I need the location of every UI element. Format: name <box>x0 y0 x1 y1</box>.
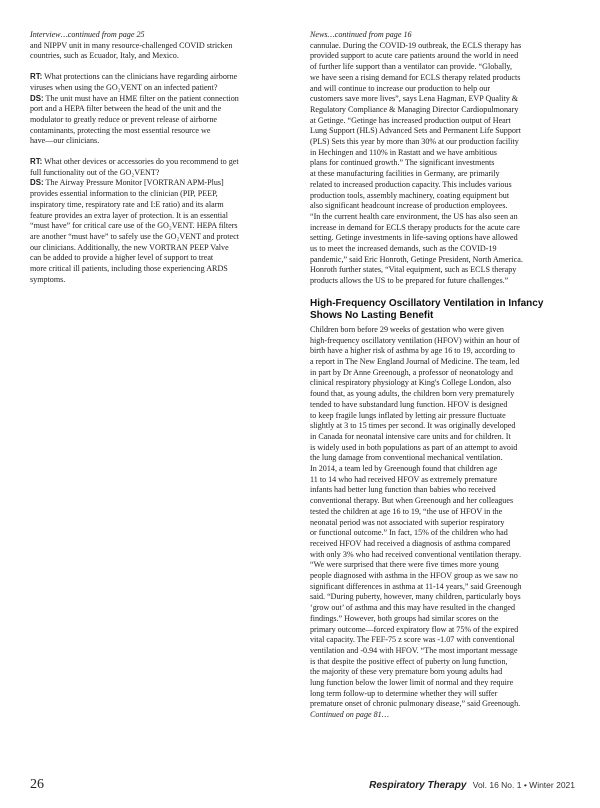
text-line: “We were surprised that there were five times more young <box>310 560 499 570</box>
text-line: primary outcome—forced expiratory flow at 75% of the expired <box>310 624 519 634</box>
text-line: Honroth further states, “Vital equipment, such as ECLS therapy <box>310 265 517 275</box>
text-line: more critical ill patients, including those experiencing ARDS <box>30 264 228 274</box>
text-line: Children born before 29 weeks of gestation who were given <box>310 324 504 334</box>
question-label: RT: <box>30 72 43 82</box>
text-line: 11 to 14 who had received HFOV as extremely premature <box>310 474 498 484</box>
text-line: found that, as young adults, the children born very prematurely <box>310 389 515 399</box>
text-line: our clinicians. Additionally, the new VORTRAN PEEP Valve <box>30 242 229 252</box>
text-line: ventilation and -0.94 with HFOV. “The most important message <box>310 645 518 655</box>
answer-line <box>30 178 295 189</box>
text-line: the majority of these very premature born young adults had <box>310 667 503 677</box>
text-line: “In the current health care environment, the US has also seen an <box>310 211 518 221</box>
article-headline: High-Frequency Oscillatory Ventilation in Infancy Shows No Lasting Benefit <box>310 297 544 321</box>
text-line: with only 3% who had received conventional ventilation therapy. <box>310 549 521 559</box>
text-line: high-frequency oscillatory ventilation (HFOV) within an hour of <box>310 335 520 345</box>
text-line: Regulatory Compliance & Managing Director Cardiopulmonary <box>310 104 519 114</box>
text-line: Lung Support (HLS) Advanced Sets and Permanent Life Support <box>310 126 521 136</box>
text-line: said. “During puberty, however, many children, particularly boys <box>310 592 521 602</box>
news-text <box>310 41 575 287</box>
text-line: is that despite the positive effect of puberty on lung function, <box>310 656 508 666</box>
text-line: neonatal period was not associated with superior respiratory <box>310 517 505 527</box>
text-line: slightly at 3 to 15 times per second. It was originally developed <box>310 421 516 431</box>
text-line: and will continue to increase our production to help our <box>310 83 491 93</box>
text-line: to keep fragile lungs inflated by letting air pressure fluctuate <box>310 410 506 420</box>
text-line: received HFOV had received a diagnosis of asthma compared <box>310 538 511 548</box>
text-line: birth have a higher risk of asthma by age 16 to 19, according to <box>310 346 515 356</box>
text-line: full functionality out of the GO₂VENT? <box>30 167 160 177</box>
text-line: have—our clinicians. <box>30 136 100 146</box>
question-text: What protections can the clinicians have regarding airborne <box>44 72 238 82</box>
article-body <box>310 325 575 710</box>
text-line: vital capacity. The FEF-75 z score was -1.07 with conventional <box>310 635 515 645</box>
text-line: inspiratory time, respiratory rate and I:E ratio) and its alarm <box>30 199 224 209</box>
text-line: findings.” However, both groups had similar scores on the <box>310 613 499 623</box>
text-line: infants had better lung function than babies who received <box>310 485 496 495</box>
text-line: increase in demand for ECLS therapy products for the acute care <box>310 222 520 232</box>
text-line: cannulae. During the COVID-19 outbreak, the ECLS therapy has <box>310 40 522 50</box>
text-line: countries, such as Ecuador, Italy, and Mexico. <box>30 51 179 61</box>
text-line: at these manufacturing facilities in Germany, are primarily <box>310 169 500 179</box>
text-line: in part by Dr Anne Greenough, a professor of neonatology and <box>310 367 513 377</box>
answer-text: The Airway Pressure Monitor [VORTRAN APM-Plus] <box>45 178 224 188</box>
text-line: significant differences in asthma at 11-14 years,” said Greenough <box>310 581 522 591</box>
text-line: modulator to greatly reduce or prevent release of airborne <box>30 114 217 124</box>
text-line: and NIPPV unit in many resource-challenged COVID stricken <box>30 40 233 50</box>
text-line: is widely used in both populations as part of an attempt to avoid <box>310 442 518 452</box>
text-line: related to increased production capacity. This includes various <box>310 179 512 189</box>
text-line: setting. Getinge investments in life-saving options have allowed <box>310 233 518 243</box>
text-line: symptoms. <box>30 274 66 284</box>
text-line: provides essential information to the clinician (PIP, PEEP, <box>30 189 218 199</box>
text-line: tested the children at age 16 to 19, “the use of HFOV in the <box>310 506 503 516</box>
text-line: premature onset of chronic pulmonary disease,” said Greenough. <box>310 699 521 709</box>
text-line: lung function below the lower limit of normal and they require <box>310 678 514 688</box>
text-line: In 2014, a team led by Greenough found that children age <box>310 464 498 474</box>
continued-on-label: Continued on page 81… <box>310 710 389 720</box>
text-line: in Hechingen and 110% in Rastatt and we have ambitious <box>310 147 497 157</box>
text-line: tended to have substandard lung function. HFOV is designed <box>310 399 508 409</box>
text-line: us to meet the increased demands, such as the COVID-19 <box>310 244 497 254</box>
text-line: are another “must have” to safely use the GO₂VENT and protect <box>30 231 239 241</box>
text-line: people diagnosed with asthma in the HFOV group as we saw no <box>310 571 518 581</box>
text-line: viruses when using the GO₂VENT on an infected patient? <box>30 82 218 92</box>
text-line: products allows the US to be prepared for future challenges.” <box>310 276 509 286</box>
publication-info <box>369 780 575 791</box>
journal-name: Respiratory Therapy <box>369 780 467 791</box>
text-line: conventional therapy. But when Greenough and her colleagues <box>310 496 514 506</box>
text-line: “must have” for critical care use of the GO₂VENT. HEPA filters <box>30 221 238 231</box>
issue-info: Vol. 16 No. 1 • Winter 2021 <box>472 780 575 790</box>
text-line: clinical respiratory physiology at King's College London, also <box>310 378 512 388</box>
question-line <box>30 157 295 168</box>
text-line: provided support to acute care patients around the world in need <box>310 51 519 61</box>
text-line: or functional outcome.” In fact, 15% of the children who had <box>310 528 508 538</box>
question-text: What other devices or accessories do you recommend to get <box>44 157 239 167</box>
text-line: long term follow-up to determine whether they will suffer <box>310 688 498 698</box>
text-line: the lung damage from conventional mechanical ventilation. <box>310 453 503 463</box>
continued-from-label: Interview…continued from page 25 <box>30 30 145 39</box>
text-line: in Canada for neonatal intensive care units and for children. It <box>310 431 511 441</box>
text-line: (PLS) Sets this year by more than 30% at our production facility <box>310 137 519 147</box>
text-line: of further life support than a ventilator can provide. “Globally, <box>310 62 512 72</box>
text-line: plans for continued growth.” The significant investments <box>310 158 495 168</box>
answer-label: DS: <box>30 93 44 103</box>
page-footer <box>30 777 575 793</box>
text-line: also significant headcount increase of production employees. <box>310 201 508 211</box>
text-line: a report in The New England Journal of Medicine. The team, led <box>310 356 520 366</box>
text-line: customers save more lives”, says Lena Hagman, EVP Quality & <box>310 94 519 104</box>
text-line: contaminants, protecting the most essential resource we <box>30 125 211 135</box>
answer-text: The unit must have an HME filter on the patient connection <box>45 93 239 103</box>
text-line: we have seen a rising demand for ECLS therapy related products <box>310 72 521 82</box>
left-column <box>30 30 295 285</box>
text-line: port and a HEPA filter between the head of the unit and the <box>30 104 222 114</box>
question-label: RT: <box>30 157 43 167</box>
text-line: at Getinge. “Getinge has increased production output of Heart <box>310 115 511 125</box>
text-line: pandemic,” said Eric Honroth, Getinge President, North America. <box>310 254 523 264</box>
answer-line <box>30 94 295 105</box>
text-line: can be added to provide a higher level of support to treat <box>30 253 214 263</box>
answer-label: DS: <box>30 178 44 188</box>
continued-from-label: News…continued from page 16 <box>310 30 412 39</box>
text-line: feature provides an extra layer of protection. It is an essential <box>30 210 228 220</box>
text-line: production tools, assembly machinery, coating equipment but <box>310 190 510 200</box>
text-line: ‘grow out’ of asthma and this may have resulted in the changed <box>310 603 516 613</box>
question-line <box>30 72 295 83</box>
right-column <box>310 30 575 721</box>
page-number: 26 <box>30 777 44 792</box>
